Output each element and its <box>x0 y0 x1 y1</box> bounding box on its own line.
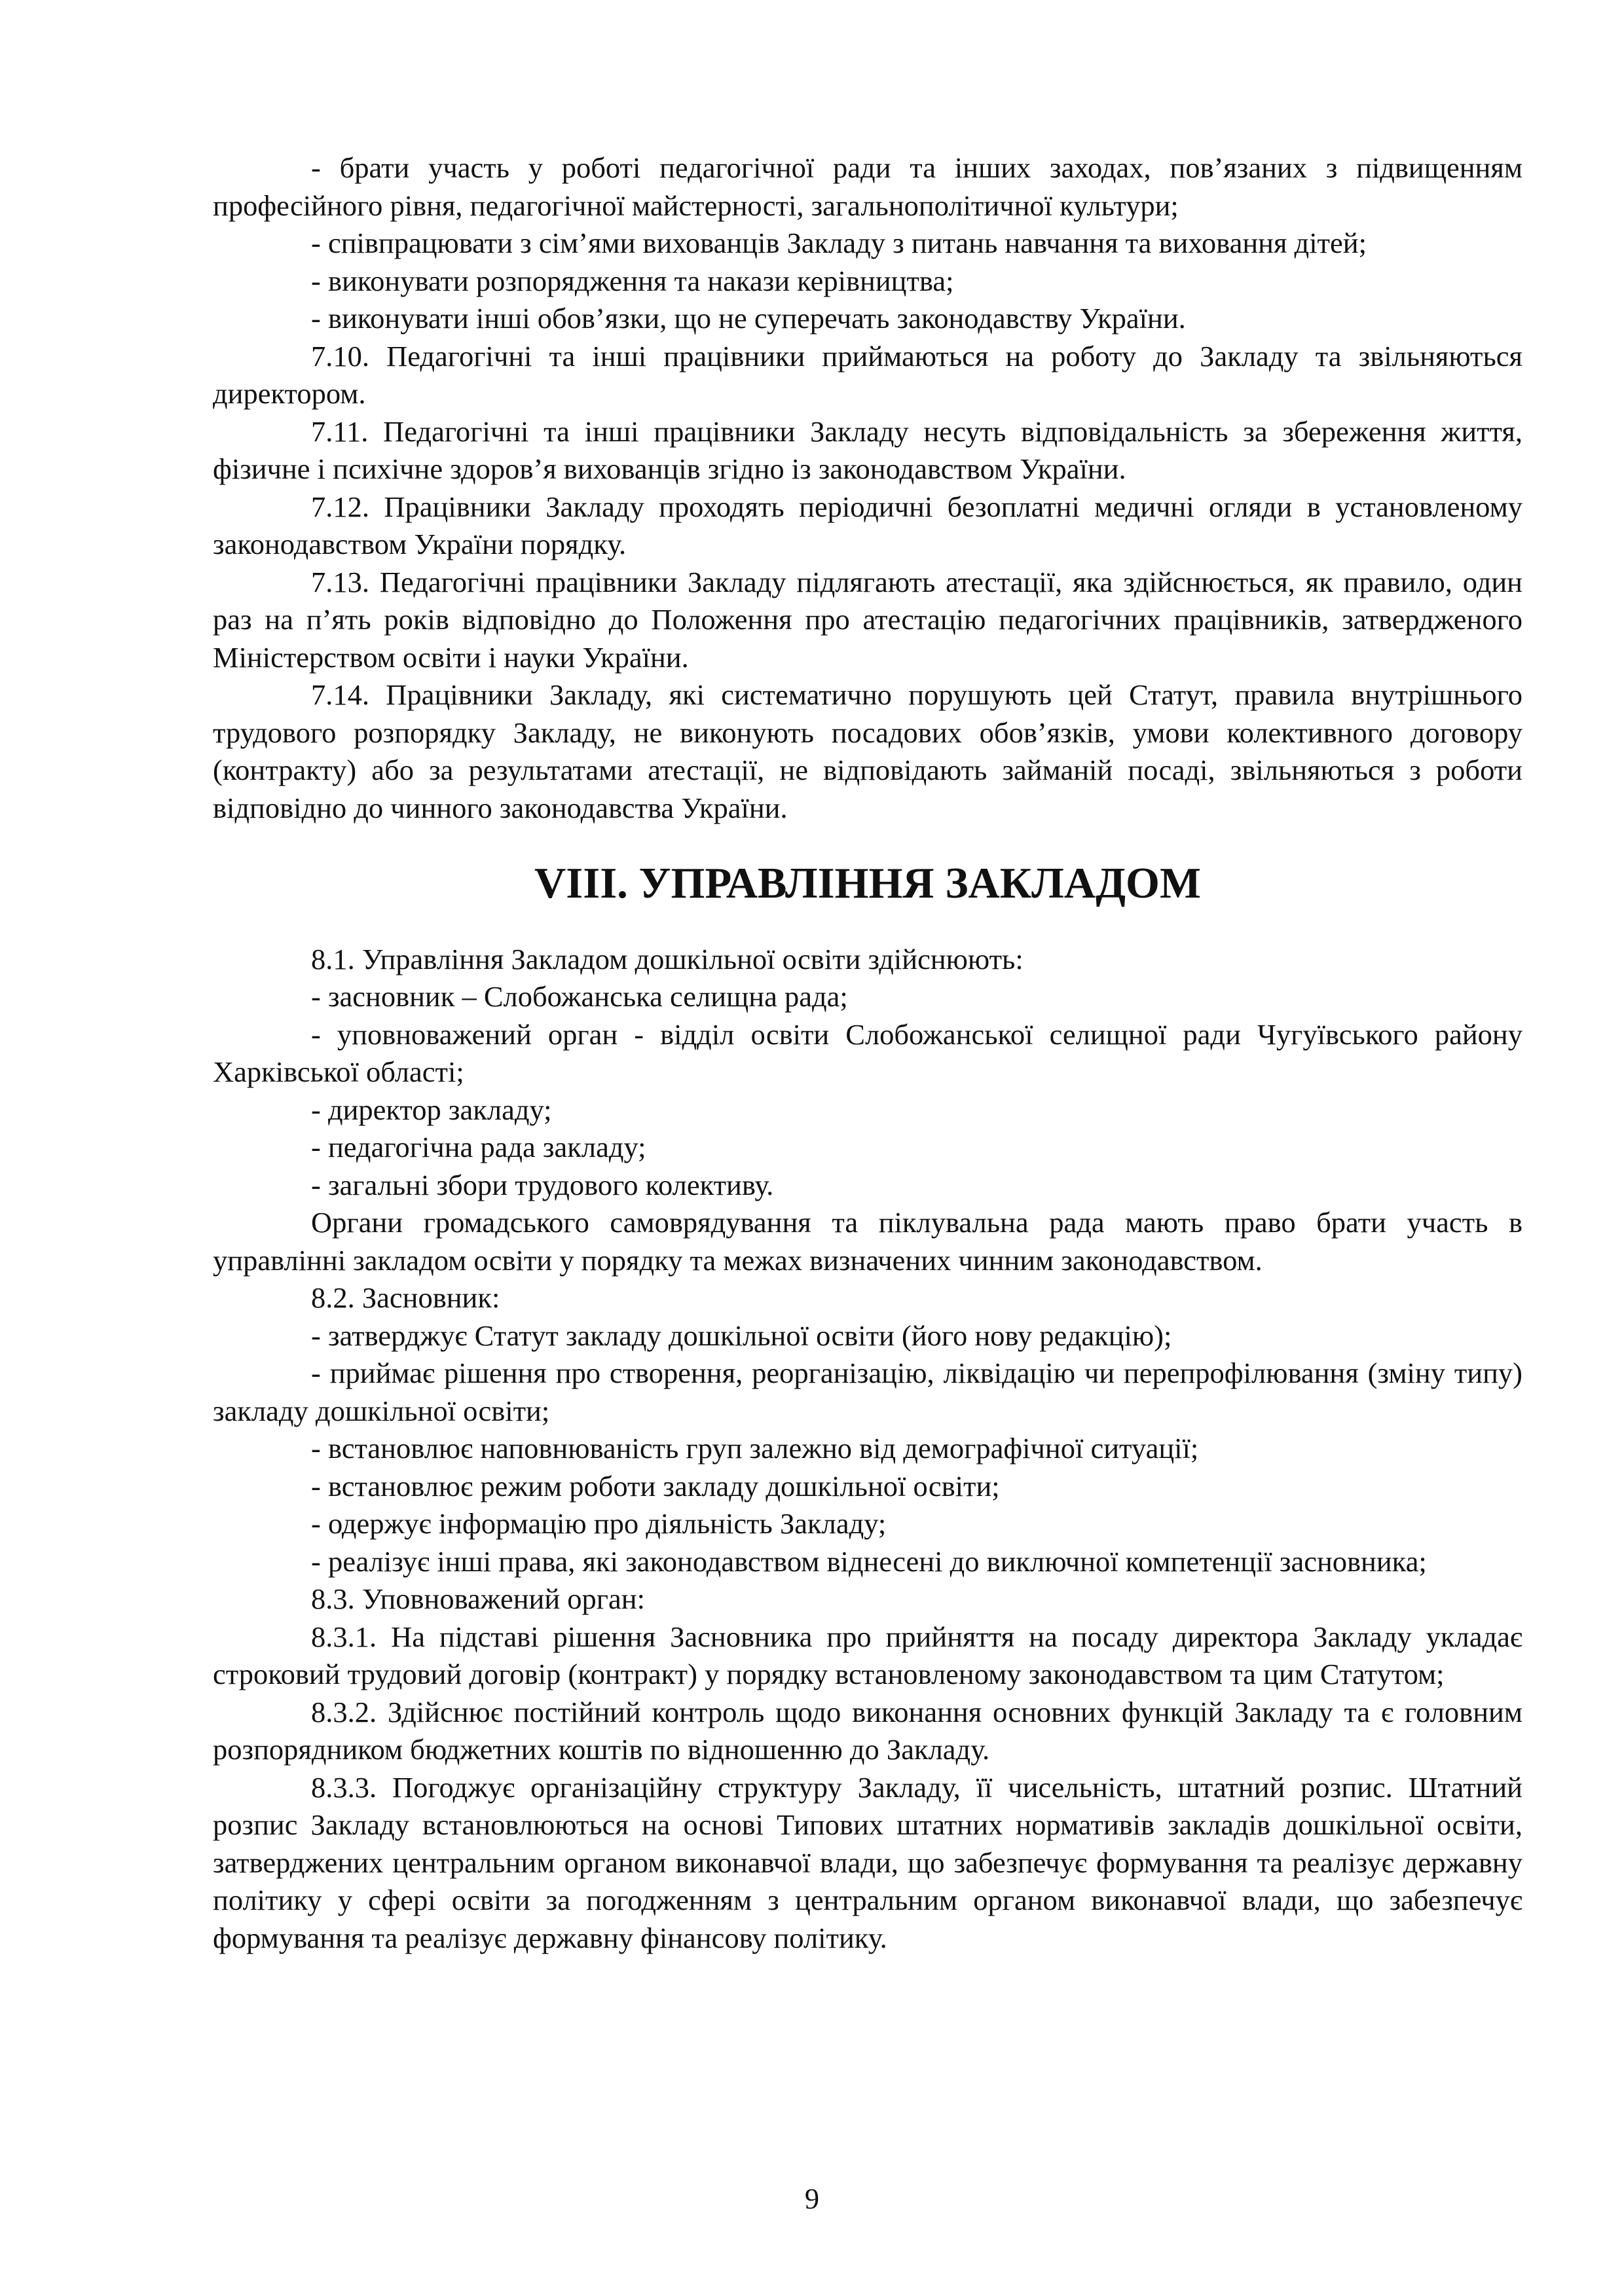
paragraph: Органи громадського самоврядування та піклувальна рада мають право брати участь в управлінні закладом освіти у порядку та межах визначених чинним законодавством. <box>213 1206 1522 1277</box>
paragraph-8-3-3: 8.3.3. Погоджує організаційну структуру Закладу, її чисельність, штатний розпис. Штатний розпис Закладу встановлюються на основі Типових штатних нормативів закладів дошкільної освіти, затверджених центральним органом виконавчої влади, що забезпечує формування та реалізує державну політику у сфері освіти за погодженням з центральним органом виконавчої влади, що забезпечує формування та реалізує державну фінансову політику. <box>213 1770 1522 1954</box>
paragraph-7-11: 7.11. Педагогічні та інші працівники Закладу несуть відповідальність за збереження життя, фізичне і психічне здоров’я вихованців згідно із законодавством України. <box>213 414 1522 485</box>
paragraph: - виконувати розпорядження та накази керівництва; <box>311 264 954 297</box>
paragraph: - виконувати інші обов’язки, що не суперечать законодавству України. <box>311 302 1186 335</box>
list-item: - приймає рішення про створення, реорганізацію, ліквідацію чи перепрофілювання (зміну типу) закладу дошкільної освіти; <box>213 1357 1522 1427</box>
section-7-continuation <box>213 149 1522 827</box>
list-item: - реалізує інші права, які законодавством віднесені до виключної компетенції засновника; <box>311 1544 1427 1578</box>
paragraph-8-2: 8.2. Засновник: <box>311 1281 500 1314</box>
list-item: - засновник – Слобожанська селищна рада; <box>311 980 848 1013</box>
section-heading: VIII. УПРАВЛІННЯ ЗАКЛАДОМ <box>534 860 1201 907</box>
list-item: - одержує інформацію про діяльність Закладу; <box>311 1507 887 1540</box>
list-item: - директор закладу; <box>311 1093 552 1126</box>
list-item: - встановлює наповнюваність груп залежно від демографічної ситуації; <box>311 1432 1199 1465</box>
list-item: - загальні збори трудового колективу. <box>311 1168 774 1201</box>
paragraph-7-14: 7.14. Працівники Закладу, які систематично порушують цей Статут, правила внутрішнього трудового розпорядку Закладу, не виконують посадових обов’язків, умови колективного договору (контракту) або за результатами атестації, не відповідають займаній посаді, звільняються з роботи відповідно до чинного законодавства України. <box>213 678 1522 824</box>
list-item: - затверджує Статут закладу дошкільної освіти (його нову редакцію); <box>311 1319 1172 1352</box>
page-number: 9 <box>804 2182 820 2215</box>
section-8 <box>213 941 1522 1958</box>
paragraph-7-12: 7.12. Працівники Закладу проходять періодичні безоплатні медичні огляди в установленому законодавством України порядку. <box>213 490 1522 560</box>
paragraph-8-3: 8.3. Уповноважений орган: <box>311 1582 645 1615</box>
list-item: - встановлює режим роботи закладу дошкільної освіти; <box>311 1469 1000 1503</box>
paragraph-8-3-1: 8.3.1. На підставі рішення Засновника про прийняття на посаду директора Закладу укладає строковий трудовий договір (контракт) у порядку встановленому законодавством та цим Статутом; <box>213 1620 1522 1690</box>
paragraph: - співпрацювати з сім’ями вихованців Закладу з питань навчання та виховання дітей; <box>311 227 1367 259</box>
paragraph-7-10: 7.10. Педагогічні та інші працівники приймаються на роботу до Закладу та звільняються директором. <box>213 339 1522 410</box>
paragraph: - брати участь у роботі педагогічної ради та інших заходах, пов’язаних з підвищенням професійного рівня, педагогічної майстерності, загальнополітичної культури; <box>213 151 1522 222</box>
paragraph-8-1: 8.1. Управління Закладом дошкільної освіти здійснюють: <box>311 942 1024 975</box>
document-page <box>213 149 1522 1957</box>
paragraph-8-3-2: 8.3.2. Здійснює постійний контроль щодо виконання основних функцій Закладу та є головним розпорядником бюджетних коштів по відношенню до Закладу. <box>213 1695 1522 1766</box>
list-item: - уповноважений орган - відділ освіти Слобожанської селищної ради Чугуївського району Харківської області; <box>213 1017 1522 1088</box>
paragraph-7-13: 7.13. Педагогічні працівники Закладу підлягають атестації, яка здійснюється, як правило, один раз на п’ять років відповідно до Положення про атестацію педагогічних працівників, затвердженого Міністерством освіти і науки України. <box>213 565 1522 674</box>
list-item: - педагогічна рада закладу; <box>311 1131 646 1163</box>
